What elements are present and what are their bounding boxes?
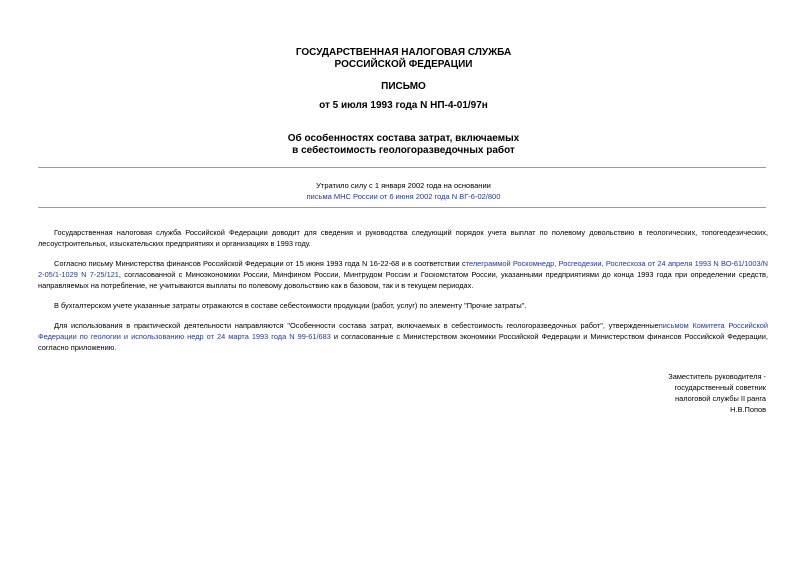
agency-line-1: ГОСУДАРСТВЕННАЯ НАЛОГОВАЯ СЛУЖБА xyxy=(295,47,512,58)
bottom-divider xyxy=(38,207,766,208)
subject-line-1: Об особенностях состава затрат, включаемых xyxy=(287,133,520,144)
agency-heading xyxy=(0,47,807,71)
subject-line-2: в себестоимость геологоразведочных работ xyxy=(292,145,515,156)
doc-date-number: от 5 июля 1993 года N НП-4-01/97н xyxy=(319,100,488,111)
status-text: Утратило силу с 1 января 2002 года на основании xyxy=(316,181,491,190)
status-note xyxy=(0,180,807,202)
agency-line-2: РОССИЙСКОЙ ФЕДЕРАЦИИ xyxy=(334,59,473,70)
signature-block xyxy=(668,371,766,415)
committee-letter-link[interactable]: письмом Комитета Российской Федерации по геологии и использованию недр от 24 марта 1993 года N 99-61/683 xyxy=(38,321,769,341)
paragraph-1: Государственная налоговая служба Российской Федерации доводит для сведения и руководства следующий порядок учета выплат по полевому довольствию в геологических, топогеодезических, лесоустроительных, изыскательских предприятиях и организациях в 1993 году. xyxy=(38,228,768,248)
paragraph-4-text-before: Для использования в практической деятельности направляются "Особенности состава затрат, включаемых в себестоимость геологоразведочных работ", утвержденные xyxy=(54,321,659,330)
signature-name: Н.В.Попов xyxy=(730,405,766,414)
signature-line-3: налоговой службы II ранга xyxy=(675,394,766,403)
doc-type: ПИСЬМО xyxy=(381,81,426,92)
top-divider xyxy=(38,167,766,168)
paragraph-2-text-after: , согласованной с Миноэкономики России, Минфином России, Минтрудом России и Госкомстатом России, указанными предприятиями до конца 1993 года при определении средств, направляемых на потребление, не учитываются выплаты по полевому довольствию как в базовом, так и в текущем периодах. xyxy=(38,270,768,290)
status-link[interactable]: письма МНС России от 6 июня 2002 года N ВГ-6-02/800 xyxy=(306,192,501,201)
paragraph-4-text-after: и согласованные с Министерством экономики Российской Федерации и Министерством финансов Российской Федерации, согласно приложению. xyxy=(38,332,768,352)
signature-line-1: Заместитель руководителя - xyxy=(668,372,766,381)
signature-line-2: государственный советник xyxy=(674,383,766,392)
doc-subject xyxy=(0,133,807,157)
paragraph-2 xyxy=(38,258,768,291)
telegram-link[interactable]: телеграммой Роскомнедр, Росгеодезии, Рослесхоза от 24 апреля 1993 N ВО-61/1003/N 2-05/1-1029 N 7-25/121 xyxy=(38,259,769,279)
paragraph-3: В бухгалтерском учете указанные затраты отражаются в составе себестоимости продукции (работ, услуг) по элементу "Прочие затраты". xyxy=(54,301,527,310)
paragraph-4 xyxy=(38,320,768,353)
paragraph-2-text-before: Согласно письму Министерства финансов Российской Федерации от 15 июня 1993 года N 16-22-68 и в соответствии с xyxy=(54,259,466,268)
